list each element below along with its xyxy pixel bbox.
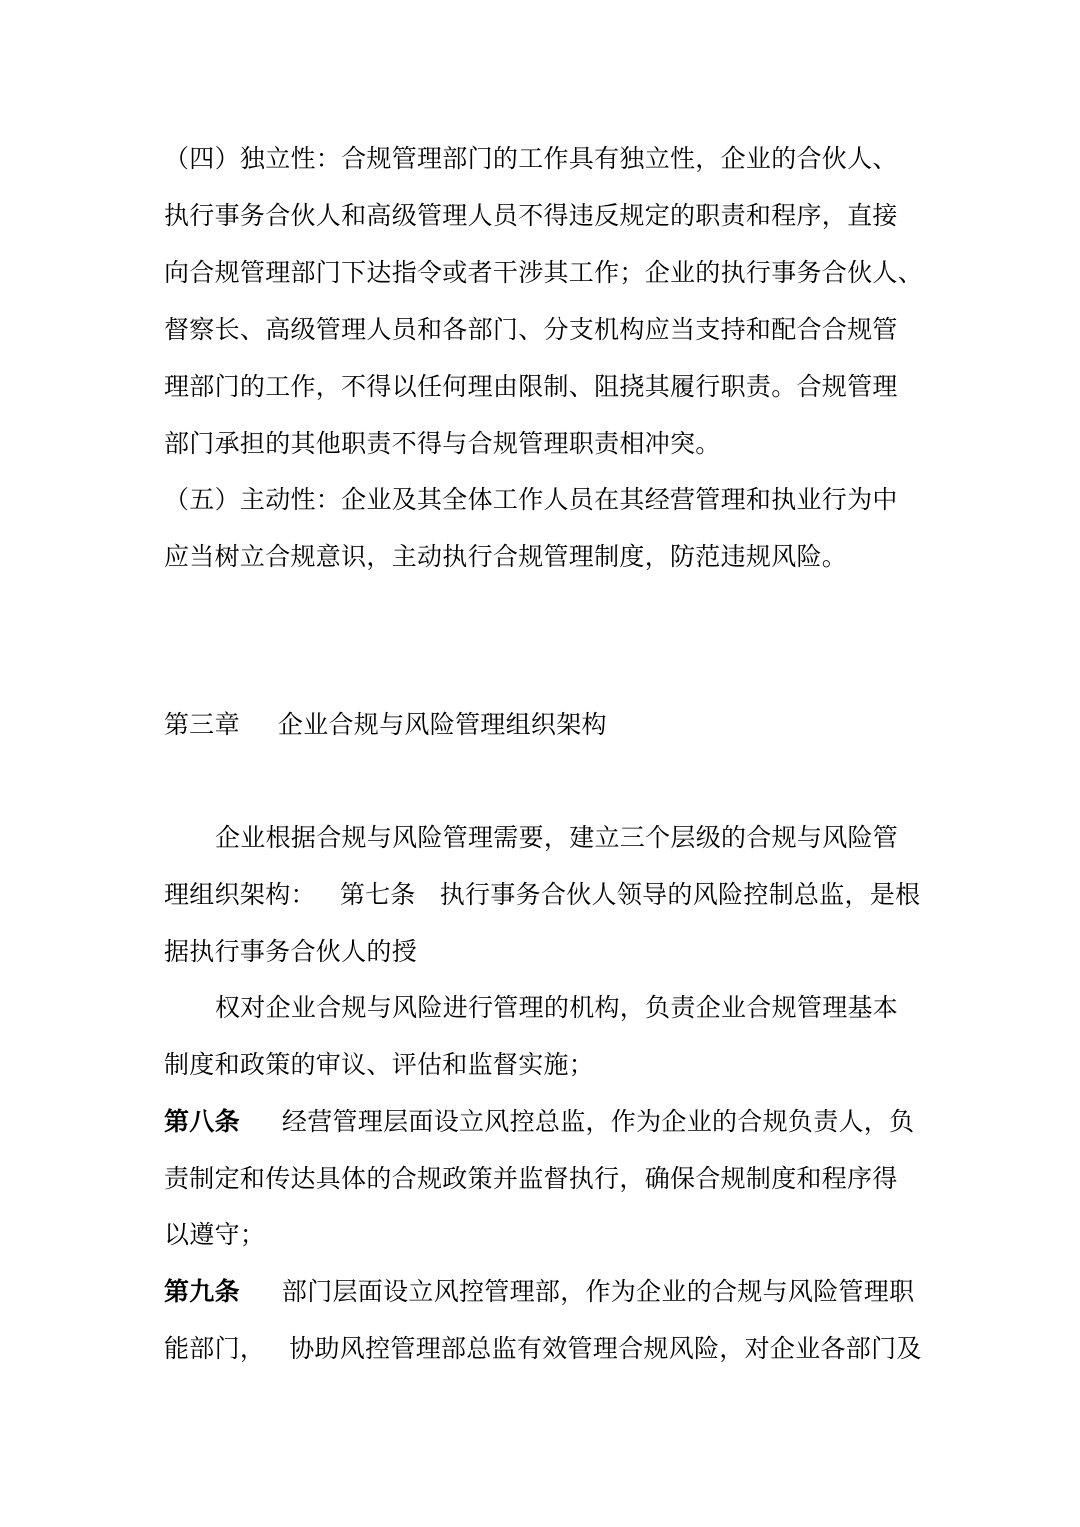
paragraph-line: 理部门的工作，不得以任何理由限制、阻挠其履行职责。合规管理	[164, 372, 898, 401]
paragraph-text: 能部门，	[164, 1334, 266, 1363]
paragraph-line: 制度和政策的审议、评估和监督实施；	[164, 1050, 595, 1079]
chapter-title: 企业合规与风险管理组织架构	[277, 710, 607, 739]
paragraph-line	[164, 1333, 922, 1365]
article-label: 第七条	[339, 880, 416, 909]
paragraph-line: （五）主动性：企业及其全体工作人员在其经营管理和执业行为中	[164, 485, 898, 514]
paragraph-line	[164, 879, 920, 911]
chapter-number: 第三章	[164, 710, 240, 739]
paragraph-line: 执行事务合伙人和高级管理人员不得违反规定的职责和程序，直接	[164, 201, 898, 230]
paragraph-line: 督察长、高级管理人员和各部门、分支机构应当支持和配合合规管	[164, 315, 898, 344]
article-8-label: 第八条	[164, 1107, 240, 1136]
paragraph-text: 理组织架构：	[164, 880, 316, 909]
article-9-line	[164, 1276, 914, 1308]
paragraph-line: 责制定和传达具体的合规政策并监督执行，确保合规制度和程序得	[164, 1164, 898, 1193]
paragraph-line: 部门承担的其他职责不得与合规管理职责相冲突。	[164, 429, 721, 458]
paragraph-line: 向合规管理部门下达指令或者干涉其工作；企业的执行事务合伙人、	[164, 258, 924, 287]
paragraph-line: 据执行事务合伙人的授	[164, 937, 418, 966]
article-9-label: 第九条	[164, 1277, 240, 1306]
paragraph-line: 应当树立合规意识，主动执行合规管理制度，防范违规风险。	[164, 542, 848, 571]
article-8-line	[164, 1106, 914, 1138]
chapter-heading	[164, 709, 607, 741]
paragraph-line: 权对企业合规与风险进行管理的机构，负责企业合规管理基本	[215, 993, 899, 1022]
paragraph-line: 企业根据合规与风险管理需要，建立三个层级的合规与风险管	[215, 823, 899, 852]
paragraph-text: 协助风控管理部总监有效管理合规风险，对企业各部门及	[289, 1334, 922, 1363]
paragraph-line: 以遵守；	[164, 1220, 266, 1249]
paragraph-text: 经营管理层面设立风控总监，作为企业的合规负责人，负	[281, 1107, 915, 1136]
paragraph-text: 部门层面设立风控管理部，作为企业的合规与风险管理职	[281, 1277, 915, 1306]
paragraph-line: （四）独立性：合规管理部门的工作具有独立性，企业的合伙人、	[164, 144, 898, 173]
paragraph-text: 执行事务合伙人领导的风险控制总监，是根	[439, 880, 921, 909]
